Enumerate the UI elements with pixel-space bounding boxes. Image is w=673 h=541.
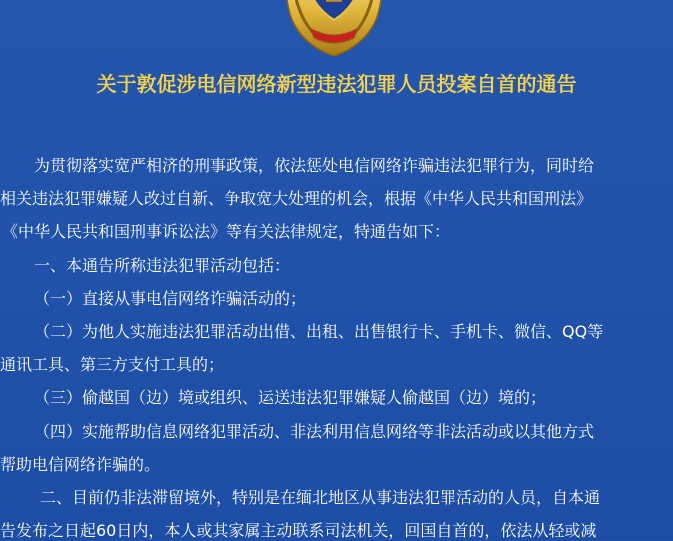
- police-emblem-icon: [280, 0, 388, 56]
- body-line: 帮助电信网络诈骗的。: [0, 455, 161, 474]
- body-line: 通讯工具、第三方支付工具的；: [0, 355, 225, 374]
- body-line: （二）为他人实施违法犯罪活动出借、出租、出售银行卡、手机卡、微信、QQ等: [34, 322, 604, 341]
- body-line: 为贯彻落实宽严相济的刑事政策，依法惩处电信网络诈骗违法犯罪行为，同时给: [34, 156, 595, 175]
- body-line: 二、目前仍非法滞留境外，特别是在缅北地区从事违法犯罪活动的人员，自本通: [40, 488, 601, 507]
- body-line: （四）实施帮助信息网络犯罪活动、非法利用信息网络等非法活动或以其他方式: [34, 422, 595, 441]
- notice-title: 关于敦促涉电信网络新型违法犯罪人员投案自首的通告: [96, 72, 577, 96]
- body-line: 相关违法犯罪嫌疑人改过自新、争取宽大处理的机会，根据《中华人民共和国刑法》: [0, 189, 593, 208]
- body-line: （一）直接从事电信网络诈骗活动的；: [34, 289, 307, 308]
- body-line: 《中华人民共和国刑事诉讼法》等有关法律规定，特通告如下：: [2, 222, 451, 241]
- body-line: （三）偷越国（边）境或组织、运送违法犯罪嫌疑人偷越国（边）境的；: [34, 388, 547, 407]
- body-line: 告发布之日起60日内，本人或其家属主动联系司法机关，回国自首的，依法从轻或减: [0, 521, 597, 540]
- body-line: 一、本通告所称违法犯罪活动包括：: [34, 256, 291, 275]
